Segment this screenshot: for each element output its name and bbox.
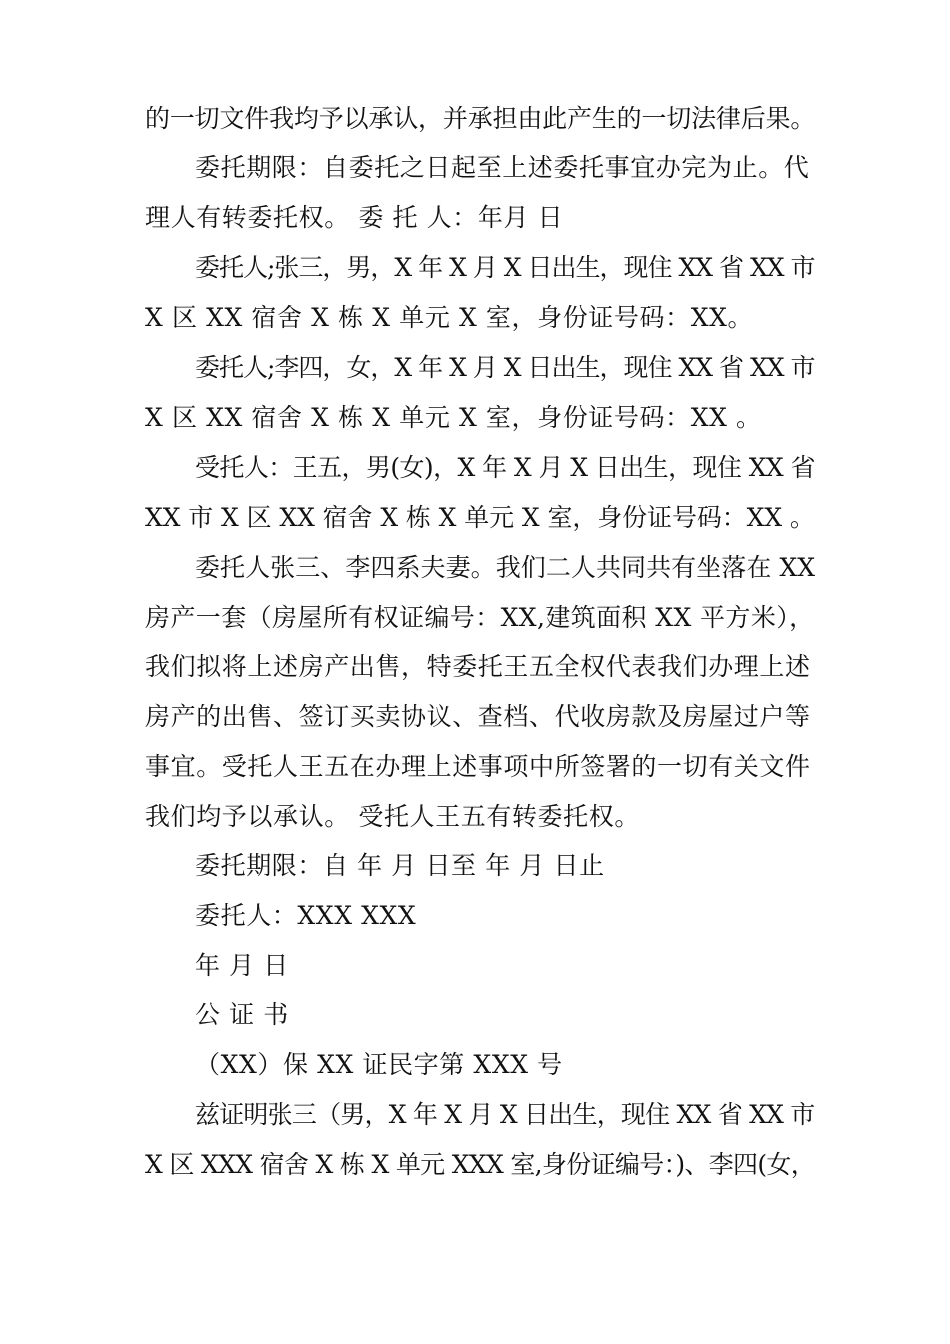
text-line-1: 的一切文件我均予以承认，并承担由此产生的一切法律后果。: [145, 104, 816, 133]
text-line-13: 房产的出售、签订买卖协议、查档、代收房款及房屋过户等: [145, 702, 811, 731]
text-line-10: 委托人张三、李四系夫妻。我们二人共同共有坐落在 XX: [195, 553, 816, 582]
text-line-8: 受托人：王五，男(女)，X 年 X 月 X 日出生，现住 XX 省: [195, 453, 815, 482]
text-line-9: XX 市 X 区 XX 宿舍 X 栋 X 单元 X 室，身份证号码：XX 。: [145, 503, 815, 532]
text-line-18: 年 月 日: [195, 951, 289, 980]
text-line-22: X 区 XXX 宿舍 X 栋 X 单元 XXX 室,身份证编号：)、李四(女，: [145, 1150, 816, 1179]
text-line-5: X 区 XX 宿舍 X 栋 X 单元 X 室，身份证号码：XX。: [145, 303, 754, 332]
text-line-15: 我们均予以承认。 受托人王五有转委托权。: [145, 802, 640, 831]
text-line-3: 理人有转委托权。 委 托 人：年月 日: [145, 203, 564, 232]
text-line-2: 委托期限：自委托之日起至上述委托事宜办完为止。代: [195, 153, 810, 182]
text-line-4: 委托人;张三，男，X 年 X 月 X 日出生，现住 XX 省 XX 市: [195, 253, 815, 282]
text-line-12: 我们拟将上述房产出售，特委托王五全权代表我们办理上述: [145, 652, 811, 681]
text-line-21: 兹证明张三（男，X 年 X 月 X 日出生，现住 XX 省 XX 市: [195, 1100, 815, 1129]
text-line-17: 委托人：XXX XXX: [195, 901, 417, 930]
text-line-16: 委托期限：自 年 月 日至 年 月 日止: [195, 851, 605, 880]
text-line-14: 事宜。受托人王五在办理上述事项中所签署的一切有关文件: [145, 752, 811, 781]
text-line-11: 房产一套（房屋所有权证编号：XX,建筑面积 XX 平方米），: [145, 603, 815, 632]
text-line-20: （XX）保 XX 证民字第 XXX 号: [195, 1050, 563, 1079]
text-line-19: 公 证 书: [195, 1000, 289, 1029]
text-line-7: X 区 XX 宿舍 X 栋 X 单元 X 室，身份证号码：XX 。: [145, 403, 762, 432]
text-line-6: 委托人;李四，女，X 年 X 月 X 日出生，现住 XX 省 XX 市: [195, 353, 815, 382]
